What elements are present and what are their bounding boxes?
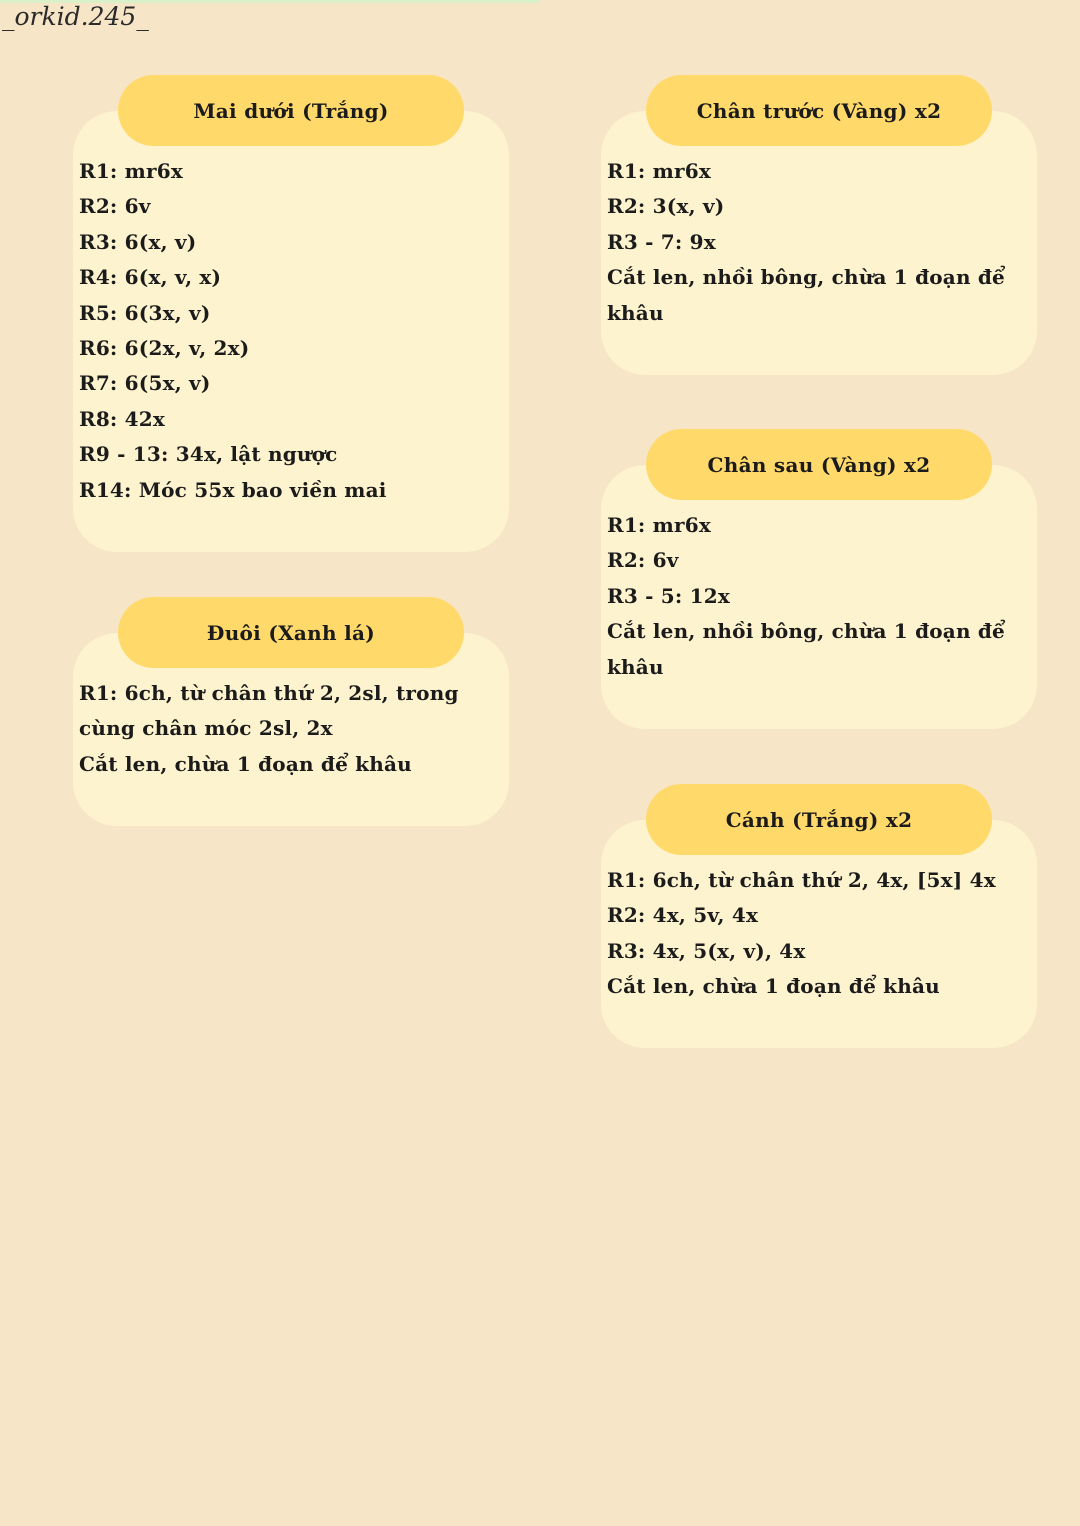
pattern-step: Cắt len, chừa 1 đoạn để khâu [607,974,940,999]
pattern-step: R8: 42x [79,406,166,431]
card-title: Mai dưới (Trắng) [118,75,464,146]
pattern-steps [607,508,1027,685]
pattern-step: R3 - 5: 12x [607,583,730,608]
pattern-step: R1: mr6x [607,159,712,183]
pattern-step: R2: 4x, 5v, 4x [607,903,759,928]
pattern-step: R2: 6v [79,194,151,219]
card-title: Chân trước (Vàng) x2 [646,75,992,146]
pattern-card-duoi [73,597,509,826]
pattern-steps [607,863,1027,1005]
pattern-step: R5: 6(3x, v) [79,300,211,325]
pattern-step: R1: mr6x [607,513,712,537]
pattern-step: R1: 6ch, từ chân thứ 2, 2sl, trong cùng chân móc 2sl, 2x [79,681,459,741]
watermark-signature: _orkid.245_ [2,2,149,31]
pattern-step: Cắt len, chừa 1 đoạn để khâu [79,751,412,776]
pattern-card-chan-truoc [601,75,1037,375]
pattern-step: R3: 6(x, v) [79,229,197,254]
pattern-step: R2: 6v [607,548,679,573]
pattern-step: R1: 6ch, từ chân thứ 2, 4x, [5x] 4x [607,868,996,892]
pattern-step: R7: 6(5x, v) [79,371,211,396]
pattern-step: R3 - 7: 9x [607,229,716,254]
pattern-step: R9 - 13: 34x, lật ngược [79,442,338,467]
pattern-step: Cắt len, nhồi bông, chừa 1 đoạn để khâu [607,619,1005,679]
pattern-step: R2: 3(x, v) [607,194,725,219]
pattern-card-chan-sau [601,429,1037,729]
pattern-step: R3: 4x, 5(x, v), 4x [607,938,806,963]
card-title: Chân sau (Vàng) x2 [646,429,992,500]
pattern-card-canh [601,784,1037,1048]
pattern-steps [79,676,499,782]
pattern-step: R1: mr6x [79,159,184,183]
pattern-card-mai-duoi [73,75,509,552]
pattern-step: R14: Móc 55x bao viền mai [79,477,387,502]
pattern-step: Cắt len, nhồi bông, chừa 1 đoạn để khâu [607,265,1005,325]
card-title: Cánh (Trắng) x2 [646,784,992,855]
pattern-step: R4: 6(x, v, x) [79,265,222,290]
pattern-step: R6: 6(2x, v, 2x) [79,336,250,361]
pattern-steps [607,154,1027,331]
pattern-steps [79,154,499,508]
card-title: Đuôi (Xanh lá) [118,597,464,668]
